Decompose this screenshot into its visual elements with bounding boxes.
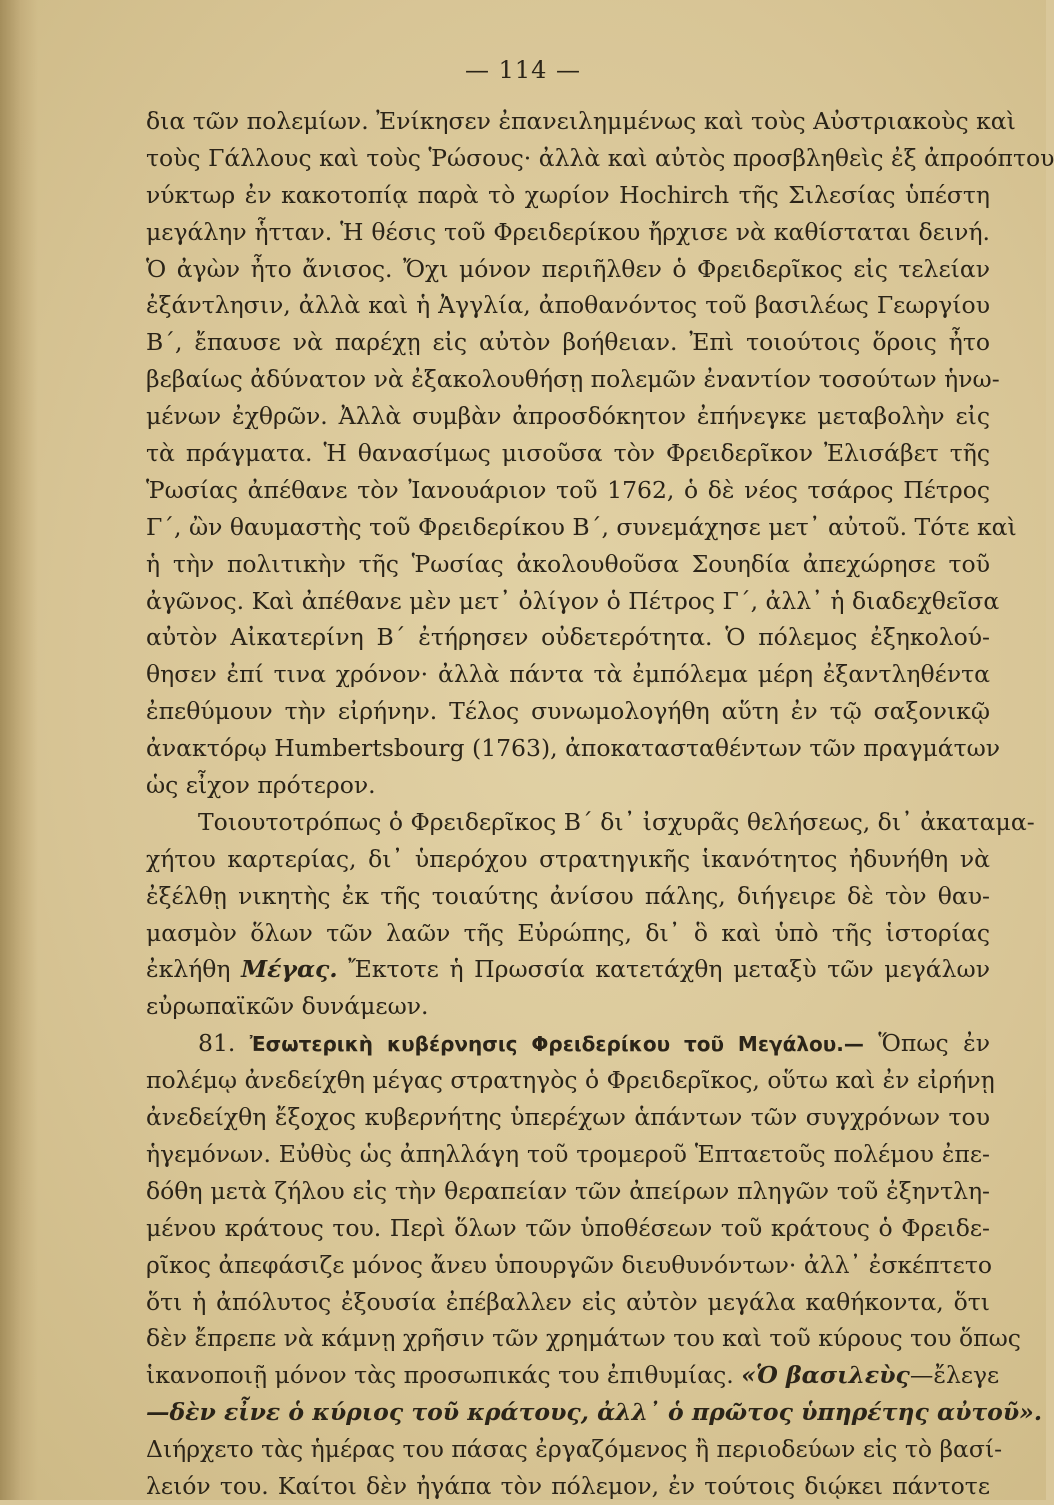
text-line: τοὺς Γάλλους καὶ τοὺς Ῥώσους· ἀλλὰ καὶ αὐτὸς προσβληθεὶς ἐξ ἀπροόπτου bbox=[146, 143, 1054, 172]
text-run: ἱκανοποιῇ μόνον τὰς προσωπικάς του ἐπιθυμίας. bbox=[146, 1361, 734, 1390]
text-line: ἡ τὴν πολιτικὴν τῆς Ῥωσίας ἀκολουθοῦσα Σουηδία ἀπεχώρησε τοῦ bbox=[146, 549, 990, 578]
body-text bbox=[146, 103, 1054, 1505]
section-number: 81. bbox=[198, 1029, 236, 1058]
text-run: —ἔλεγε bbox=[909, 1361, 1000, 1390]
text-run: Ὅπως ἐν bbox=[878, 1029, 990, 1058]
binding-shadow bbox=[0, 0, 38, 1500]
text-line: ἐπεθύμουν τὴν εἰρήνην. Τέλος συνωμολογήθη αὕτη ἐν τῷ σαξονικῷ bbox=[146, 697, 990, 726]
text-line: δόθη μετὰ ζήλου εἰς τὴν θεραπείαν τῶν ἀπείρων πληγῶν τοῦ ἐξηντλη- bbox=[146, 1176, 990, 1205]
section-heading-line bbox=[146, 1025, 990, 1062]
text-line: δια τῶν πολεμίων. Ἐνίκησεν ἐπανειλημμένως καὶ τοὺς Αὐστριακοὺς καὶ bbox=[146, 107, 1016, 135]
text-line: νύκτωρ ἐν κακοτοπίᾳ παρὰ τὸ χωρίον Hochirch τῆς Σιλεσίας ὑπέστη bbox=[146, 180, 990, 209]
text-line: ἀγῶνος. Καὶ ἀπέθανε μὲν μετ᾽ ὀλίγον ὁ Πέτρος Γ΄, ἀλλ᾽ ἡ διαδεχθεῖσα bbox=[146, 586, 1000, 615]
text-line: μένων ἐχθρῶν. Ἀλλὰ συμβὰν ἀπροσδόκητον ἐπήνεγκε μεταβολὴν εἰς bbox=[146, 402, 990, 431]
text-line: Τοιουτοτρόπως ὁ Φρειδερῖκος Β΄ δι᾽ ἰσχυρᾶς θελήσεως, δι᾽ ἀκαταμα- bbox=[198, 807, 1035, 836]
text-line: χήτου καρτερίας, δι᾽ ὑπερόχου στρατηγικῆς ἱκανότητος ἠδυνήθη νὰ bbox=[146, 844, 990, 873]
text-line-mixed bbox=[146, 951, 990, 988]
text-line: ὡς εἶχον πρότερον. bbox=[146, 771, 376, 800]
text-line-mixed bbox=[146, 1357, 1000, 1394]
text-line: πολέμῳ ἀνεδείχθη μέγας στρατηγὸς ὁ Φρειδερῖκος, οὕτω καὶ ἐν εἰρήνῃ bbox=[146, 1066, 995, 1095]
text-line: αὐτὸν Αἰκατερίνη Β΄ ἐτήρησεν οὐδετερότητα. Ὁ πόλεμος ἐξηκολού- bbox=[146, 623, 990, 652]
text-line: εὐρωπαϊκῶν δυνάμεων. bbox=[146, 992, 429, 1021]
quote-start: «Ὁ βασιλεὺς bbox=[741, 1361, 910, 1390]
text-run: ἐκλήθη bbox=[146, 955, 231, 984]
text-line: Γ΄, ὢν θαυμαστὴς τοῦ Φρειδερίκου Β΄, συνεμάχησε μετ᾽ αὐτοῦ. Τότε καὶ bbox=[146, 512, 1017, 541]
text-line: μένου κράτους του. Περὶ ὅλων τῶν ὑποθέσεων τοῦ κράτους ὁ Φρειδε- bbox=[146, 1213, 990, 1242]
text-line: Ῥωσίας ἀπέθανε τὸν Ἰανουάριον τοῦ 1762, ὁ δὲ νέος τσάρος Πέτρος bbox=[146, 475, 990, 504]
section-title: Ἐσωτερικὴ κυβέρνησις Φρειδερίκου τοῦ Μεγάλου.— bbox=[249, 1032, 864, 1057]
text-line: δὲν ἔπρεπε νὰ κάμνῃ χρῆσιν τῶν χρημάτων του καὶ τοῦ κύρους του ὅπως bbox=[146, 1324, 1021, 1353]
text-line: τὰ πράγματα. Ἡ θανασίμως μισοῦσα τὸν Φρειδερῖκον Ἐλισάβετ τῆς bbox=[146, 439, 990, 468]
emphasis-megas: Μέγας. bbox=[241, 955, 338, 984]
page-number: — 114 — bbox=[464, 56, 582, 84]
text-line: ρῖκος ἀπεφάσιζε μόνος ἄνευ ὑπουργῶν διευθυνόντων· ἀλλ᾽ ἐσκέπτετο bbox=[146, 1250, 992, 1279]
text-line: βεβαίως ἀδύνατον νὰ ἐξακολουθήσῃ πολεμῶν ἐναντίον τοσούτων ἡνω- bbox=[146, 365, 1000, 394]
text-line: μεγάλην ἧτταν. Ἡ θέσις τοῦ Φρειδερίκου ἤρχισε νὰ καθίσταται δεινή. bbox=[146, 217, 990, 246]
text-line: λειόν του. Καίτοι δὲν ἠγάπα τὸν πόλεμον, ἐν τούτοις διῴκει πάντοτε bbox=[146, 1471, 990, 1500]
text-line: ἐξέλθῃ νικητὴς ἐκ τῆς τοιαύτης ἀνίσου πάλης, διήγειρε δὲ τὸν θαυ- bbox=[146, 881, 990, 910]
text-line: ἐξάντλησιν, ἀλλὰ καὶ ἡ Ἀγγλία, ἀποθανόντος τοῦ βασιλέως Γεωργίου bbox=[146, 291, 990, 320]
text-run: Ἔκτοτε ἡ Πρωσσία κατετάχθη μεταξὺ τῶν μεγάλων bbox=[348, 955, 990, 984]
text-line: ἀνακτόρῳ Humbertsbourg (1763), ἀποκατασταθέντων τῶν πραγμάτων bbox=[146, 734, 1001, 763]
text-line: ἀνεδείχθη ἔξοχος κυβερνήτης ὑπερέχων ἁπάντων τῶν συγχρόνων του bbox=[146, 1103, 990, 1132]
text-line: μασμὸν ὅλων τῶν λαῶν τῆς Εὐρώπης, δι᾽ ὃ καὶ ὑπὸ τῆς ἱστορίας bbox=[146, 918, 990, 947]
text-line: Β΄, ἔπαυσε νὰ παρέχῃ εἰς αὐτὸν βοήθειαν. Ἐπὶ τοιούτοις ὅροις ἦτο bbox=[146, 328, 990, 357]
text-line: ἡγεμόνων. Εὐθὺς ὡς ἀπηλλάγη τοῦ τρομεροῦ Ἑπταετοῦς πολέμου ἐπε- bbox=[146, 1139, 990, 1168]
quote-line: —δὲν εἶνε ὁ κύριος τοῦ κράτους, ἀλλ᾽ ὁ πρῶτος ὑπηρέτης αὐτοῦ». bbox=[146, 1398, 1043, 1427]
text-line: ὅτι ἡ ἀπόλυτος ἐξουσία ἐπέβαλλεν εἰς αὐτὸν μεγάλα καθήκοντα, ὅτι bbox=[146, 1287, 990, 1316]
text-line: Ὁ ἀγὼν ἦτο ἄνισος. Ὄχι μόνον περιῆλθεν ὁ Φρειδερῖκος εἰς τελείαν bbox=[146, 254, 990, 283]
text-line: θησεν ἐπί τινα χρόνον· ἀλλὰ πάντα τὰ ἐμπόλεμα μέρη ἐξαντληθέντα bbox=[146, 660, 990, 689]
text-line: Διήρχετο τὰς ἡμέρας του πάσας ἐργαζόμενος ἢ περιοδεύων εἰς τὸ βασί- bbox=[146, 1435, 1003, 1464]
